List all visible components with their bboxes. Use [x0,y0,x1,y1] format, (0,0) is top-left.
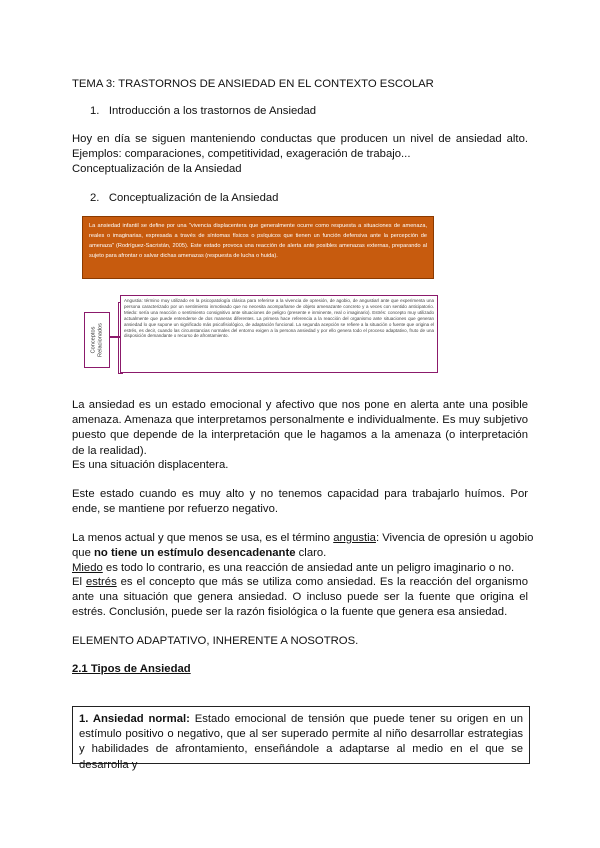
section-1-number: 1. [90,105,100,117]
term-estres: estrés [85,576,117,588]
subsection-2-1-heading: 2.1 Tipos de Ansiedad [72,663,191,675]
anxiety-definition-paragraph: La ansiedad es un estado emocional y afectivo que nos pone en alerta ante una posible amenaza. Amenaza que interpretamos personalmente e individualmente. Es muy subjetivo puesto que depende de la interpretación que le hagamos a la amenaza (o interpretación de la realidad). [72,399,528,457]
document-title: TEMA 3: TRASTORNOS DE ANSIEDAD EN EL CONTEXTO ESCOLAR [72,78,434,90]
displeasure-line: Es una situación displacentera. [72,459,229,471]
intro-paragraph: Hoy en día se siguen manteniendo conductas que producen un nivel de ansiedad alto. [72,133,528,145]
normal-anxiety-text: Estado emocional de tensión que puede tener su origen en un estímulo positivo o negativo, que al ser superado permite al niño desarrollar estrategias y habilidades de afrontamiento, enseñándole a adaptarse al medio en el que se desarrolla y [79,713,523,771]
related-concepts-label: Conceptos Relacionados [84,312,110,368]
negative-reinforcement-paragraph: Este estado cuando es muy alto y no tenemos capacidad para trabajarlo huímos. Por ende, se mantiene por refuerzo negativo. [72,488,528,516]
section-2-heading [90,191,278,205]
definition-highlight-box: La ansiedad infantil se define por una "vivencia displacentera que generalmente ocurre como respuesta a situaciones de amenaza, reales o imaginarias, expresada a través de síntomas físicos o psíquicos que tienen un función defensiva ante la percepción de amenaza" (Rodríguez-Sacristán, 2005). Este estado provoca una reacción de alerta ante posibles amenazas externas, preparando al sujeto para afrontar o salvar dichas amenazas (respuesta de lucha o huida). [82,216,434,279]
no-trigger-bold: no tiene un estímulo desencadenante [94,547,296,559]
section-1-label: Introducción a los trastornos de Ansiedad [108,105,317,117]
normal-anxiety-box [72,706,530,771]
related-concepts-text: Angustia: término muy utilizado en la psicopatología clásica para referirse a la vivencia de opresión, de agobio, de angustiarl ante que experimenta una persona caracterizado por un sentimiento inmotivado que no necesita acompañarse de objeto amenazante concreto y a veces con sentido anticipatorio. Miedo: sería una reacción o sentimiento consignitivo ante situaciones de peligro (presente e inminente, real o imaginario). Estrés: concepto muy utilizado actualmente que puede entenderse de dos maneras diferentes. La primera hace referencia a la reacción del organismo ante situaciones que generan ansiedad lo que supone un significado más psicofisiológico, de adaptación funcional. La segunda acepción se refiere a la situación o fuente que origina el estrés, es decir, cuando las circunstancias normales del entorno exigen a la persona ansiedad y por ello genera todo el proceso adaptativo, fruto de una disposición demandante o recurso de afrontamiento. [120,295,438,373]
anguish-paragraph-line2: que no tiene un estímulo desencadenante claro. [72,547,327,559]
section-1-heading [90,104,316,118]
adaptive-element-line: ELEMENTO ADAPTATIVO, INHERENTE A NOSOTROS. [72,635,359,647]
term-angustia: angustia [333,532,376,544]
anguish-paragraph: La menos actual y que menos se usa, es el término angustia: Vivencia de opresión u agobio [72,532,534,544]
section-2-number: 2. [90,192,100,204]
conceptualization-line: Conceptualización de la Ansiedad [72,163,242,175]
stress-paragraph: El estrés es el concepto que más se utiliza como ansiedad. Es la reacción del organismo ante una situación que genera ansiedad. O incluso puede ser la fuente que origina el estrés. Conclusión, puede ser la razón fisiológica o la fuente que genera esa ansiedad. [72,576,528,619]
section-2-label: Conceptualización de la Ansiedad [108,192,279,204]
normal-anxiety-title: 1. Ansiedad normal: [79,713,190,725]
term-miedo: Miedo [72,562,103,574]
examples-line: Ejemplos: comparaciones, competitividad, exageración de trabajo... [72,148,411,160]
related-concepts-diagram [84,294,436,374]
fear-line: Miedo es todo lo contrario, es una reacción de ansiedad ante un peligro imaginario o no. [72,562,515,574]
